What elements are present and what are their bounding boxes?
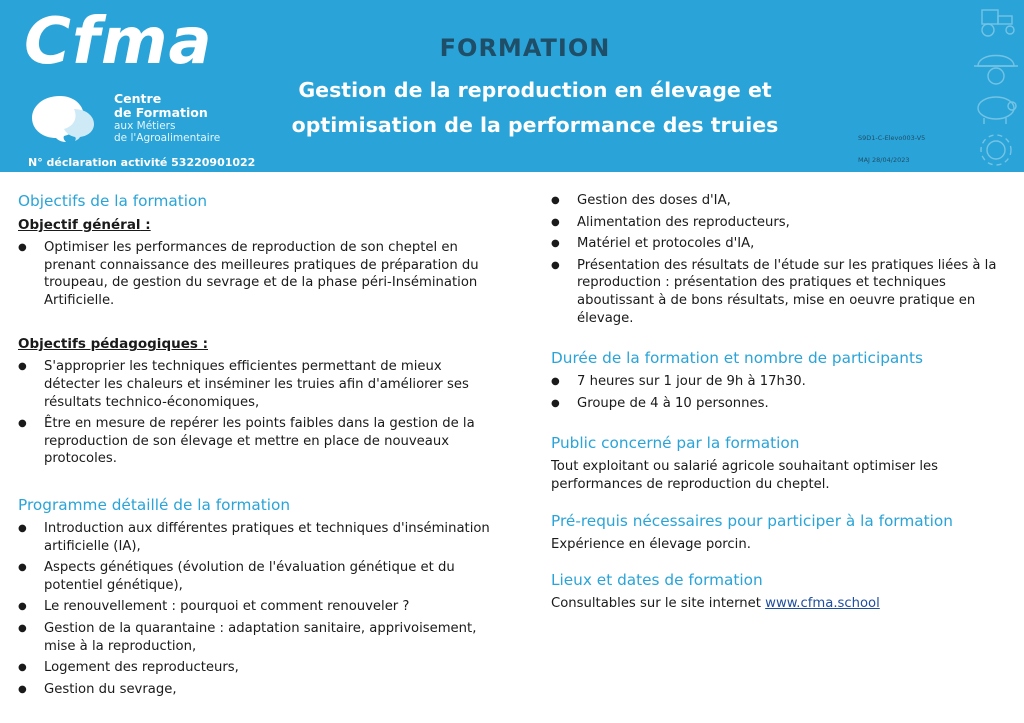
programme-heading: Programme détaillé de la formation [18, 495, 291, 514]
list-item: ● Aspects génétiques (évolution de l'évaluation génétique et du potentiel génétique), [18, 559, 498, 594]
org-line-3: aux Métiers [114, 120, 176, 132]
lieux-paragraph [551, 595, 1011, 613]
title-line-2: optimisation de la performance des truies [291, 113, 779, 137]
list-item: ● S'approprier les techniques efficientes permettant de mieux détecter les chaleurs et inséminer les truies afin d'améliorer ses résultats technico-économiques, [18, 358, 498, 411]
tractor-icon [982, 10, 1014, 36]
list-item: ● Être en mesure de repérer les points faibles dans la gestion de la reproduction de son élevage et mettre en place de nouveaux protocoles. [18, 415, 498, 468]
list-item: ● Introduction aux différentes pratiques et techniques d'insémination artificielle (IA), [18, 520, 498, 555]
left-column [18, 190, 498, 702]
objectifs-pedagogiques-heading: Objectifs pédagogiques : [18, 336, 209, 353]
ref-date: MAJ 28/04/2023 [858, 156, 910, 164]
right-column [551, 192, 1011, 613]
list-item: ● Gestion du sevrage, [18, 681, 498, 699]
objectifs-pedagogiques-label: Objectifs pédagogiques [18, 336, 198, 353]
worker-helmet-icon [974, 56, 1018, 85]
list-item: ● Matériel et protocoles d'IA, [551, 235, 1011, 253]
list-item: ● Groupe de 4 à 10 personnes. [551, 395, 1011, 413]
gear-icon [981, 135, 1011, 165]
list-item: ● Présentation des résultats de l'étude sur les pratiques liées à la reproduction : présentation des pratiques et techniques aboutissant à de bons résultats, mise en oeuvre pratique en élevage. [551, 257, 1011, 327]
list-item: ● Alimentation des reproducteurs, [551, 214, 1011, 232]
website-link[interactable]: www.cfma.school [765, 596, 880, 612]
public-text: Tout exploitant ou salarié agricole souhaitant optimiser les performances de reproduction du cheptel. [551, 459, 938, 492]
formation-label: FORMATION [439, 34, 611, 62]
duree-list [551, 373, 1011, 412]
organisation-name [114, 92, 220, 144]
cfma-logo: Cfma [24, 5, 213, 79]
prerequis-text: Expérience en élevage porcin. [551, 536, 751, 552]
formation-title [250, 73, 820, 143]
header-banner [0, 0, 1024, 172]
list-item: ● Le renouvellement : pourquoi et comment renouveler ? [18, 598, 498, 616]
org-line-1: Centre [114, 91, 162, 106]
lieux-text: Consultables sur le site internet [551, 596, 761, 612]
programme-list [18, 520, 498, 698]
programme-continued-list [551, 192, 1011, 327]
speech-bubble-logo-icon [30, 93, 96, 143]
objectifs-pedagogiques-list [18, 358, 498, 468]
org-line-4: de l'Agroalimentaire [114, 132, 221, 144]
pig-icon [978, 97, 1016, 124]
prerequis-heading: Pré-requis nécessaires pour participer à la formation [551, 511, 953, 530]
duree-heading: Durée de la formation et nombre de participants [551, 349, 923, 368]
objectif-general-heading: Objectif général : [18, 217, 151, 233]
objectif-general-list [18, 239, 498, 309]
objectifs-heading: Objectifs de la formation [18, 192, 208, 210]
objectif-general-label: Objectif général [18, 217, 141, 233]
list-item: ● 7 heures sur 1 jour de 9h à 17h30. [551, 373, 1011, 391]
declaration-number: N° déclaration activité 53220901022 [28, 156, 256, 169]
agri-icons-watermark [968, 4, 1024, 170]
public-heading: Public concerné par la formation [551, 434, 800, 453]
list-item: ● Optimiser les performances de reproduction de son cheptel en prenant connaissance des meilleures pratiques de préparation du troupeau, de gestion du sevrage et de la phase péri-Insémination Artificielle. [18, 239, 498, 309]
lieux-heading: Lieux et dates de formation [551, 571, 763, 590]
org-line-2: de Formation [114, 105, 208, 120]
list-item: ● Gestion des doses d'IA, [551, 192, 1011, 210]
list-item: ● Gestion de la quarantaine : adaptation sanitaire, apprivoisement, mise à la reproduction, [18, 620, 498, 655]
document-reference [858, 127, 925, 171]
list-item: ● Logement des reproducteurs, [18, 659, 498, 677]
title-line-1: Gestion de la reproduction en élevage et [298, 78, 772, 102]
ref-code: S9D1-C-Elevo003-V5 [858, 134, 926, 142]
